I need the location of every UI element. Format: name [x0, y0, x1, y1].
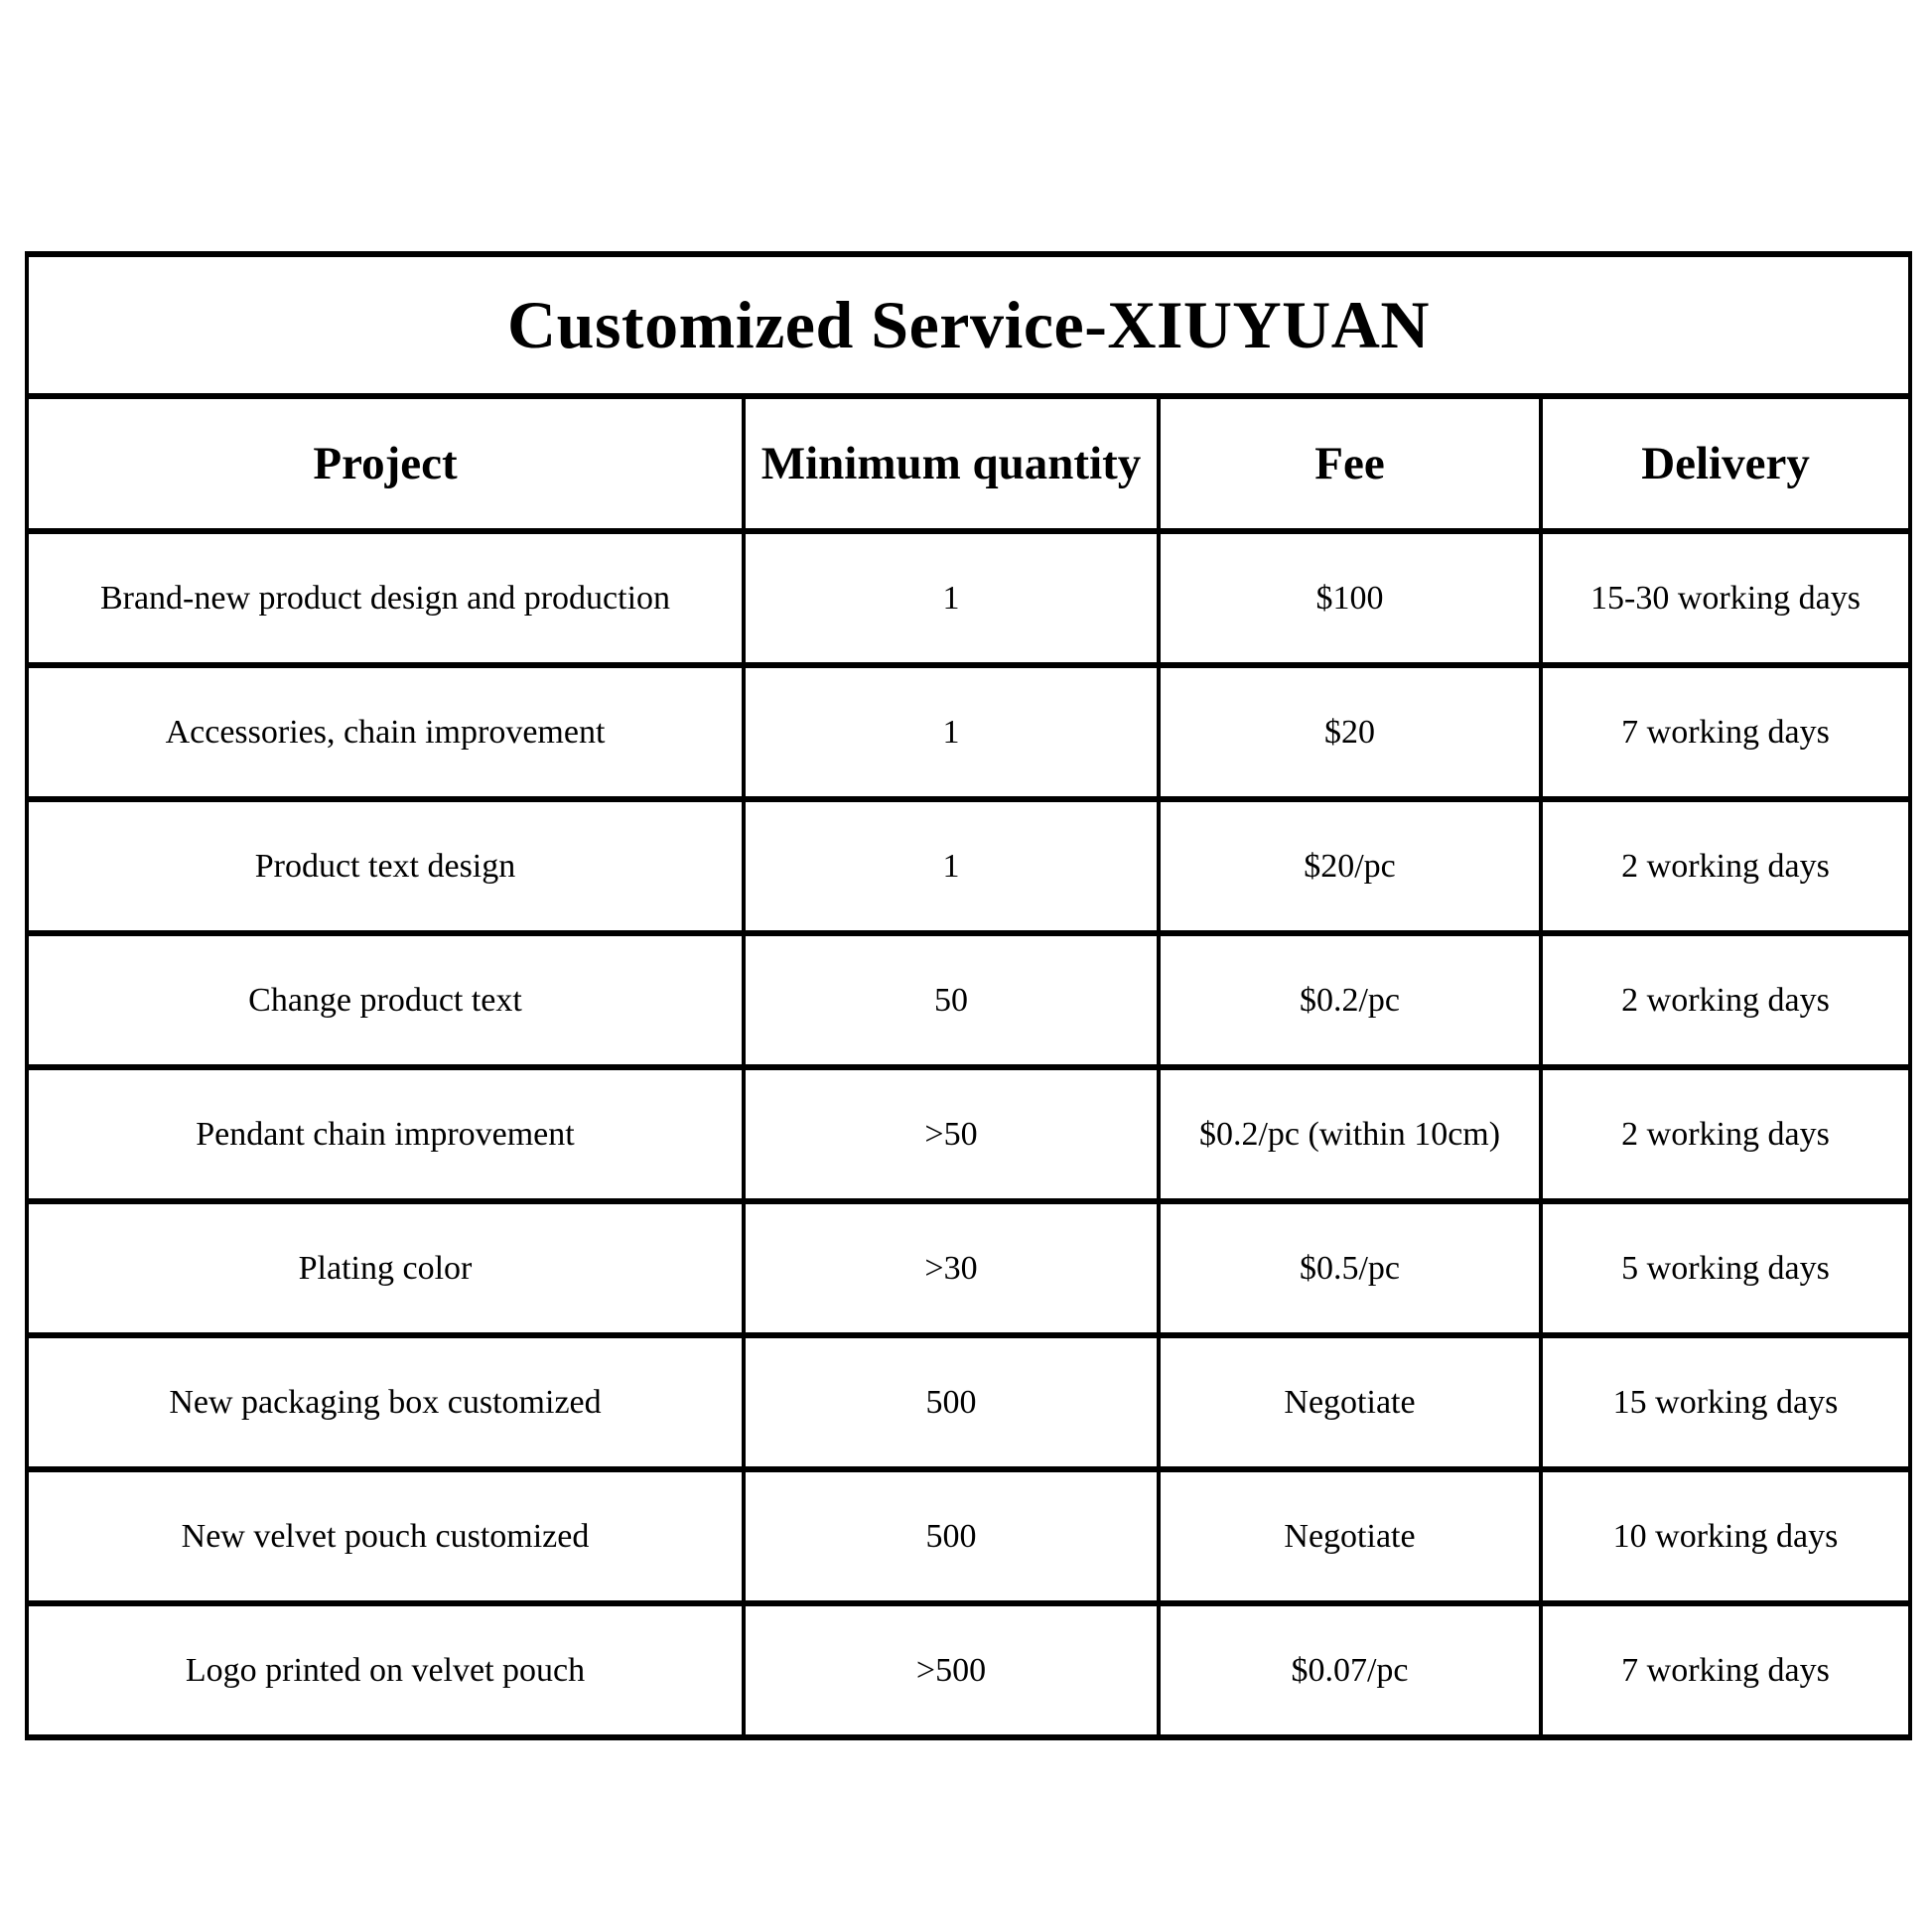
cell-fee: $0.2/pc: [1159, 933, 1541, 1067]
cell-project: Accessories, chain improvement: [27, 665, 744, 799]
cell-fee: $100: [1159, 531, 1541, 665]
cell-delivery: 10 working days: [1541, 1469, 1910, 1603]
table-row: [27, 1067, 1910, 1201]
cell-project: New packaging box customized: [27, 1335, 744, 1469]
table-row: [27, 665, 1910, 799]
cell-delivery: 7 working days: [1541, 665, 1910, 799]
cell-delivery: 2 working days: [1541, 933, 1910, 1067]
table-row: [27, 799, 1910, 933]
cell-minimum-quantity: 50: [744, 933, 1159, 1067]
column-header-delivery: Delivery: [1541, 396, 1910, 531]
cell-minimum-quantity: 500: [744, 1335, 1159, 1469]
cell-fee: Negotiate: [1159, 1335, 1541, 1469]
cell-minimum-quantity: >50: [744, 1067, 1159, 1201]
cell-delivery: 5 working days: [1541, 1201, 1910, 1335]
cell-minimum-quantity: 1: [744, 531, 1159, 665]
cell-delivery: 15-30 working days: [1541, 531, 1910, 665]
cell-minimum-quantity: 500: [744, 1469, 1159, 1603]
cell-minimum-quantity: >500: [744, 1603, 1159, 1737]
cell-fee: $0.07/pc: [1159, 1603, 1541, 1737]
column-header-project: Project: [27, 396, 744, 531]
cell-fee: $20: [1159, 665, 1541, 799]
cell-project: Pendant chain improvement: [27, 1067, 744, 1201]
cell-project: Product text design: [27, 799, 744, 933]
cell-delivery: 2 working days: [1541, 799, 1910, 933]
table-title: Customized Service-XIUYUAN: [27, 254, 1910, 396]
cell-project: New velvet pouch customized: [27, 1469, 744, 1603]
table-row: [27, 1201, 1910, 1335]
table-row: [27, 1603, 1910, 1737]
cell-fee: Negotiate: [1159, 1469, 1541, 1603]
column-header-minimum-quantity: Minimum quantity: [744, 396, 1159, 531]
cell-project: Change product text: [27, 933, 744, 1067]
cell-minimum-quantity: >30: [744, 1201, 1159, 1335]
cell-minimum-quantity: 1: [744, 665, 1159, 799]
title-row: [27, 254, 1910, 396]
cell-fee: $20/pc: [1159, 799, 1541, 933]
column-header-fee: Fee: [1159, 396, 1541, 531]
customized-service-table: [25, 251, 1912, 1740]
table-row: [27, 1469, 1910, 1603]
cell-fee: $0.2/pc (within 10cm): [1159, 1067, 1541, 1201]
cell-project: Logo printed on velvet pouch: [27, 1603, 744, 1737]
table-row: [27, 531, 1910, 665]
table-row: [27, 1335, 1910, 1469]
table-row: [27, 933, 1910, 1067]
cell-delivery: 15 working days: [1541, 1335, 1910, 1469]
cell-minimum-quantity: 1: [744, 799, 1159, 933]
cell-delivery: 2 working days: [1541, 1067, 1910, 1201]
cell-project: Brand-new product design and production: [27, 531, 744, 665]
cell-project: Plating color: [27, 1201, 744, 1335]
cell-delivery: 7 working days: [1541, 1603, 1910, 1737]
header-row: [27, 396, 1910, 531]
cell-fee: $0.5/pc: [1159, 1201, 1541, 1335]
